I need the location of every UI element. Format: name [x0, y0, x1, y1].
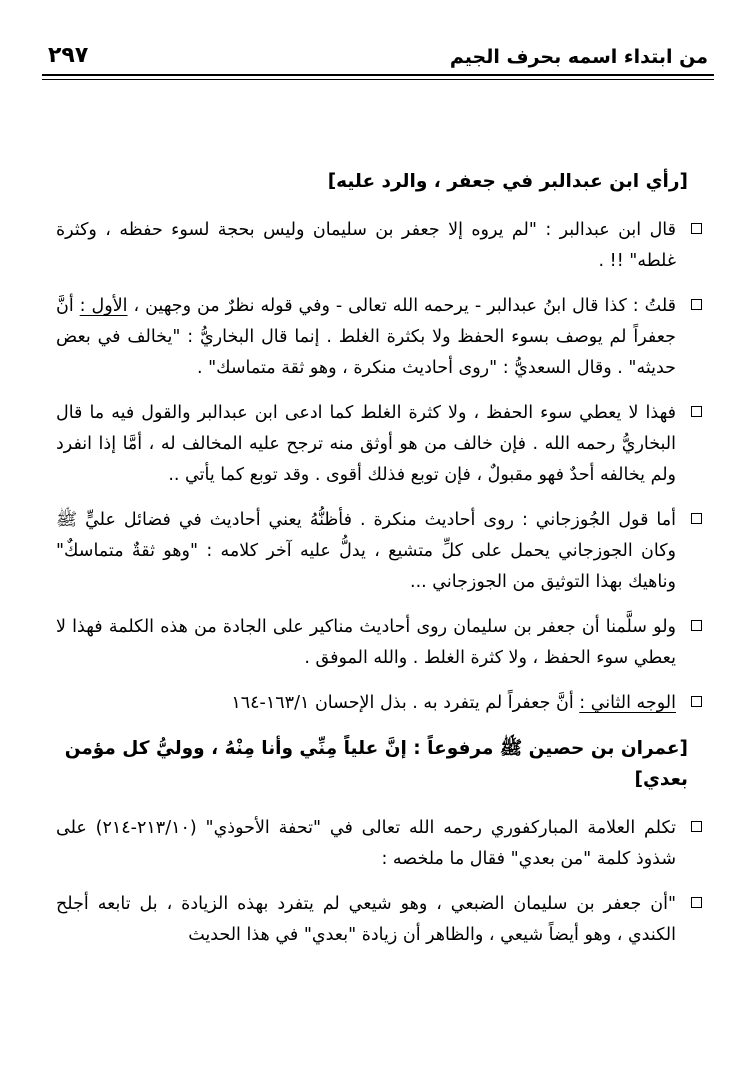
- paragraph-lead: قلتُ : كذا قال ابنُ عبدالبر - يرحمه الله تعالى - وفي قوله نظرٌ من وجهين ،: [127, 296, 676, 316]
- square-bullet-icon: [691, 620, 702, 631]
- header-divider: [42, 74, 714, 80]
- running-header: [48, 28, 708, 68]
- page-body: [56, 166, 688, 965]
- square-bullet-icon: [691, 897, 702, 908]
- square-bullet-icon: [691, 406, 702, 417]
- hadith-heading-prefix: [عمران بن حصين ﷺ مرفوعاً :: [406, 738, 688, 759]
- page-number: ٢٩٧: [48, 43, 89, 68]
- paragraph-text: أنَّ جعفراً لم يوصف بسوء الحفظ ولا بكثرة الغلط . إنما قال البخاريُّ : "يخالف في بعض حديثه" . وقال السعديُّ : "روى أحاديث منكرة ، وهو ثقة متماسك" .: [56, 296, 676, 378]
- square-bullet-icon: [691, 223, 702, 234]
- point-label-second: الوجه الثاني :: [579, 693, 676, 713]
- square-bullet-icon: [691, 821, 702, 832]
- hadith-heading-text: إنَّ علياً مِنِّي وأنا مِنْهُ ، ووليُّ كل مؤمن بعدي]: [64, 738, 688, 790]
- paragraph-text: قال ابن عبدالبر : "لم يروه إلا جعفر بن سليمان وليس بحجة لسوء حفظه ، وكثرة غلطه" !! .: [56, 220, 676, 271]
- paragraph-5: [56, 612, 676, 674]
- hadith-heading: [56, 733, 688, 795]
- paragraph-text: أما قول الجُوزجاني : روى أحاديث منكرة . فأظنُّهُ يعني أحاديث في فضائل عليٍّ ﷺ وكان الجوزجاني يحمل على كلِّ متشيع ، يدلُّ عليه آخر كلامه : "وهو ثقةٌ متماسكٌ" وناهيك بهذا التوثيق من الجوزجاني ...: [56, 510, 676, 592]
- paragraph-1: [56, 215, 676, 277]
- running-title: من ابتداء اسمه بحرف الجيم: [449, 46, 708, 68]
- square-bullet-icon: [691, 696, 702, 707]
- paragraph-2: [56, 291, 676, 384]
- paragraph-text: "أن جعفر بن سليمان الضبعي ، وهو شيعي لم يتفرد بهذه الزيادة ، بل تابعه أجلح الكندي ، وهو أيضاً شيعي ، والظاهر أن زيادة "بعدي" في هذا الحديث: [56, 894, 676, 945]
- paragraph-text: فهذا لا يعطي سوء الحفظ ، ولا كثرة الغلط كما ادعى ابن عبدالبر والقول فيه ما قال البخاريُّ رحمه الله . فإن خالف من هو أوثق منه ترجح عليه المخالف له ، أمَّا إذا انفرد ولم يخالفه أحدٌ فهو مقبولٌ ، فإن توبع فذلك أقوى . وقد توبع كما يأتي ..: [56, 403, 676, 485]
- square-bullet-icon: [691, 513, 702, 524]
- point-label-first: الأول :: [79, 296, 128, 316]
- paragraph-text: ولو سلَّمنا أن جعفر بن سليمان روى أحاديث مناكير على الجادة من هذه الكلمة فهذا لا يعطي سوء الحفظ ، ولا كثرة الغلط . والله الموفق .: [56, 617, 676, 668]
- section-heading: [رأي ابن عبدالبر في جعفر ، والرد عليه]: [327, 171, 688, 192]
- paragraph-8: [56, 889, 676, 951]
- paragraph-text: أنَّ جعفراً لم يتفرد به . بذل الإحسان ١٦٣/١-١٦٤: [231, 693, 580, 713]
- paragraph-3: [56, 398, 676, 491]
- paragraph-text: تكلم العلامة المباركفوري رحمه الله تعالى في "تحفة الأحوذي" (٢١٣/١٠-٢١٤) على شذوذ كلمة "من بعدي" فقال ما ملخصه :: [56, 818, 676, 869]
- paragraph-4: [56, 505, 676, 598]
- paragraph-6: [56, 688, 676, 719]
- square-bullet-icon: [691, 299, 702, 310]
- paragraph-7: [56, 813, 676, 875]
